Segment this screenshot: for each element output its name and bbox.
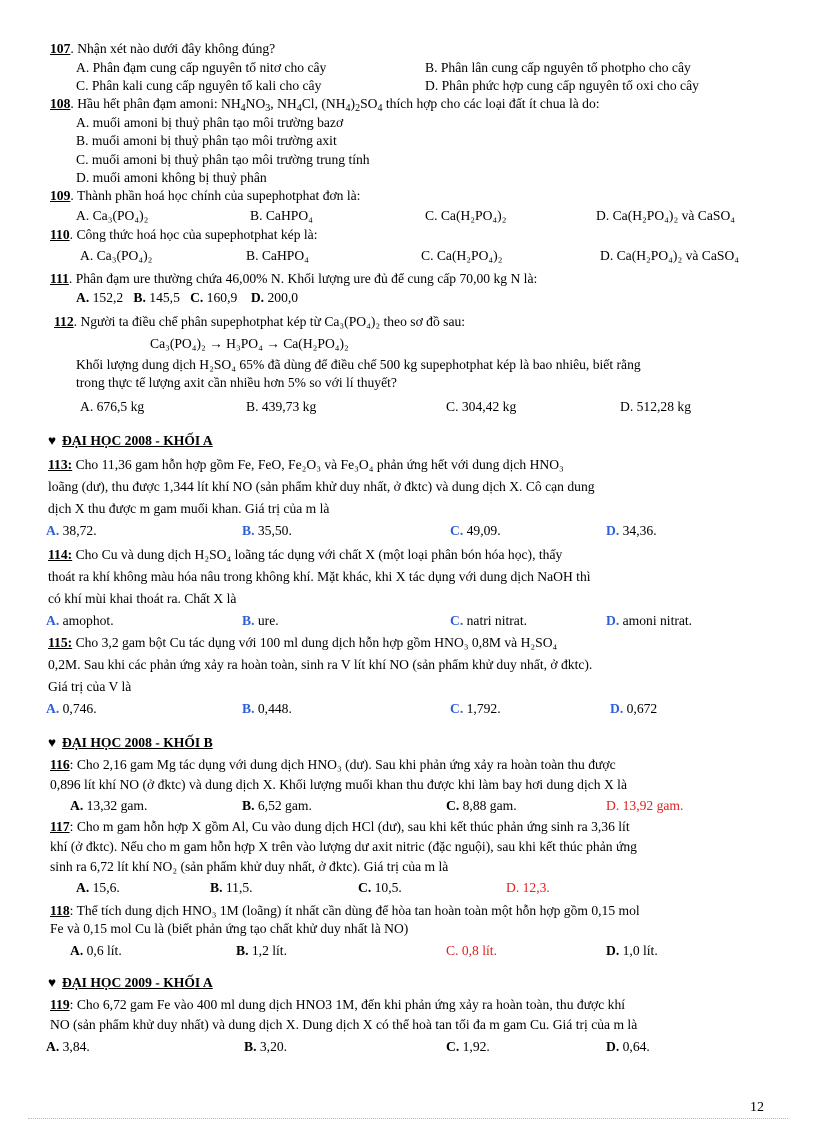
question-119-line2: NO (sản phẩm khử duy nhất) và dung dịch X. Dung dịch X có thể hoà tan tối đa m gam Cu. Giá trị của m là [50, 1017, 638, 1032]
option-b: B. 11,5. [210, 880, 253, 895]
option-d: D. 0,64. [606, 1039, 650, 1054]
option-c: C. 8,88 gam. [446, 798, 517, 813]
option-d: D. 0,672 [610, 701, 658, 716]
option-c: C. 304,42 kg [446, 399, 517, 414]
option-b: B. Phân lân cung cấp nguyên tố photpho cho cây [425, 60, 691, 75]
option-a: A. 3,84. [46, 1039, 90, 1054]
option-a: A. 0,746. [46, 701, 97, 716]
page-number: 12 [750, 1100, 764, 1115]
option-b: B. 35,50. [242, 523, 292, 538]
question-117-line3: sinh ra 6,72 lít khí NO₂ (sản phẩm khử duy nhất, ở đktc). Giá trị của m là [50, 859, 449, 874]
heart-icon: ♥ [48, 433, 57, 448]
option-c: C. Ca(H₂PO₄)₂ [421, 248, 503, 263]
question-115-line3: Giá trị của V là [48, 679, 132, 694]
option-a: A. 15,6. [76, 880, 120, 895]
option-d-answer: D. 12,3. [506, 880, 550, 895]
option-d: D. Phân phức hợp cung cấp nguyên tố oxi cho cây [425, 78, 699, 93]
question-118-line2: Fe và 0,15 mol Cu là (biết phản ứng tạo chất khử duy nhất là NO) [50, 921, 409, 936]
question-112-stem: 112. Người ta điều chế phân supephotphat kép từ Ca₃(PO₄)₂ theo sơ đồ sau: [54, 314, 466, 329]
section-heading: ♥ ĐẠI HỌC 2008 - KHỐI A [48, 433, 213, 448]
question-113-line3: dịch X thu được m gam muối khan. Giá trị của m là [48, 501, 330, 516]
heart-icon: ♥ [48, 975, 57, 990]
option-b: B. 439,73 kg [246, 399, 317, 414]
question-114-line1: 114: Cho Cu và dung dịch H₂SO₄ loãng tác dụng với chất X (một loại phân bón hóa học), thấy [48, 547, 563, 562]
question-115-line2: 0,2M. Sau khi các phản ứng xảy ra hoàn toàn, sinh ra V lít khí NO (sản phẩm khử duy nhất, ở đktc). [48, 657, 593, 672]
question-112-line1: Khối lượng dung dịch H₂SO₄ 65% đã dùng để điều chế 500 kg supephotphat kép là bao nhiêu, biết rằng [76, 357, 641, 372]
reaction-scheme: Ca₃(PO₄)₂ → H₃PO₄ → Ca(H₂PO₄)₂ [150, 336, 349, 351]
heart-icon: ♥ [48, 735, 57, 750]
option-b: B. 1,2 lít. [236, 943, 287, 958]
option-d: D. 34,36. [606, 523, 657, 538]
option-a: A. muối amoni bị thuỷ phân tạo môi trường bazơ [76, 115, 344, 130]
option-c: C. 10,5. [358, 880, 402, 895]
option-b: B. CaHPO₄ [250, 208, 313, 223]
option-d: D. muối amoni không bị thuỷ phân [76, 170, 267, 185]
option-c: C. 1,92. [446, 1039, 490, 1054]
question-108-stem: 108. Hầu hết phân đạm amoni: $NH_4NO_3$, $NH_4Cl$, $(NH_4)_2SO_4$ thích hợp cho các loại đất ít chua là do: [50, 96, 600, 114]
option-d-answer: D. 13,92 gam. [606, 798, 684, 813]
question-113-line1: 113: Cho 11,36 gam hỗn hợp gồm Fe, FeO, Fe₂O₃ và Fe₃O₄ phản ứng hết với dung dịch HNO₃ [48, 457, 564, 472]
option-a: A. Ca₃(PO₄)₂ [80, 248, 153, 263]
question-110-stem: 110. Công thức hoá học của supephotphat kép là: [50, 227, 318, 242]
question-116-line2: 0,896 lít khí NO (ở đktc) và dung dịch X. Khối lượng muối khan thu được khi làm bay hơi dung dịch X là [50, 777, 627, 792]
option-a: A. 38,72. [46, 523, 97, 538]
option-a: A. Ca₃(PO₄)₂ [76, 208, 149, 223]
option-d: D. Ca(H₂PO₄)₂ và CaSO₄ [596, 208, 736, 223]
question-109-stem: 109. Thành phần hoá học chính của supephotphat đơn là: [50, 188, 361, 203]
section-heading: ♥ ĐẠI HỌC 2008 - KHỐI B [48, 735, 213, 750]
question-117-line2: khí (ở đktc). Nếu cho m gam hỗn hợp X trên vào lượng dư axit nitric (đặc nguội), sau khi kết thúc phản ứng [50, 839, 637, 854]
question-115-line1: 115: Cho 3,2 gam bột Cu tác dụng với 100 ml dung dịch hỗn hợp gồm HNO₃ 0,8M và H₂SO₄ [48, 635, 558, 650]
option-a: A. 13,32 gam. [70, 798, 148, 813]
option-a: A. Phân đạm cung cấp nguyên tố nitơ cho cây [76, 60, 327, 75]
option-c: C. 49,09. [450, 523, 501, 538]
question-117-line1: 117: Cho m gam hỗn hợp X gồm Al, Cu vào dung dịch HCl (dư), sau khi kết thúc phản ứng sinh ra 3,36 lít [50, 819, 630, 834]
question-118-line1: 118: Thể tích dung dịch HNO₃ 1M (loãng) ít nhất cần dùng để hòa tan hoàn toàn một hỗn hợp gồm 0,15 mol [50, 903, 640, 918]
option-c: C. Ca(H₂PO₄)₂ [425, 208, 507, 223]
option-c-answer: C. 0,8 lít. [446, 943, 497, 958]
option-c: C. muối amoni bị thuỷ phân tạo môi trường trung tính [76, 152, 370, 167]
option-a: A. 676,5 kg [80, 399, 145, 414]
section-heading: ♥ ĐẠI HỌC 2009 - KHỐI A [48, 975, 213, 990]
option-a: A. amophot. [46, 613, 114, 628]
option-b: B. 3,20. [244, 1039, 288, 1054]
question-111-options: A. 152,2 B. 145,5 C. 160,9 D. 200,0 [76, 290, 299, 305]
option-b: B. muối amoni bị thuỷ phân tạo môi trường axit [76, 133, 337, 148]
option-b: B. ure. [242, 613, 279, 628]
question-114-line2: thoát ra khí không màu hóa nâu trong không khí. Mặt khác, khi X tác dụng với dung dịch NaOH thì [48, 569, 591, 584]
option-d: D. amoni nitrat. [606, 613, 693, 628]
question-number: 107 [50, 41, 71, 56]
option-c: C. 1,792. [450, 701, 501, 716]
option-b: B. CaHPO₄ [246, 248, 309, 263]
footer-divider [28, 1118, 788, 1119]
question-107-stem: 107. Nhận xét nào dưới đây không đúng? [50, 41, 276, 56]
option-c: C. natri nitrat. [450, 613, 528, 628]
option-d: D. 1,0 lít. [606, 943, 658, 958]
question-119-line1: 119: Cho 6,72 gam Fe vào 400 ml dung dịch HNO3 1M, đến khi phản ứng xảy ra hoàn toàn, thu được khí [50, 997, 626, 1012]
option-d: D. Ca(H₂PO₄)₂ và CaSO₄ [600, 248, 740, 263]
option-b: B. 0,448. [242, 701, 292, 716]
question-113-line2: loãng (dư), thu được 1,344 lít khí NO (sản phẩm khử duy nhất, ở đktc) và dung dịch X. Cô cạn dung [48, 479, 595, 494]
question-112-line2: trong thực tế lượng axit cần nhiều hơn 5% so với lí thuyết? [76, 375, 397, 390]
option-a: A. 0,6 lít. [70, 943, 122, 958]
question-116-line1: 116: Cho 2,16 gam Mg tác dụng với dung dịch HNO₃ (dư). Sau khi phản ứng xảy ra hoàn toàn thu được [50, 757, 616, 772]
question-114-line3: có khí mùi khai thoát ra. Chất X là [48, 591, 237, 606]
option-c: C. Phân kali cung cấp nguyên tố kali cho cây [76, 78, 322, 93]
option-d: D. 512,28 kg [620, 399, 691, 414]
question-111-stem: 111. Phân đạm ure thường chứa 46,00% N. Khối lượng ure đủ để cung cấp 70,00 kg N là: [50, 271, 538, 286]
option-b: B. 6,52 gam. [242, 798, 312, 813]
